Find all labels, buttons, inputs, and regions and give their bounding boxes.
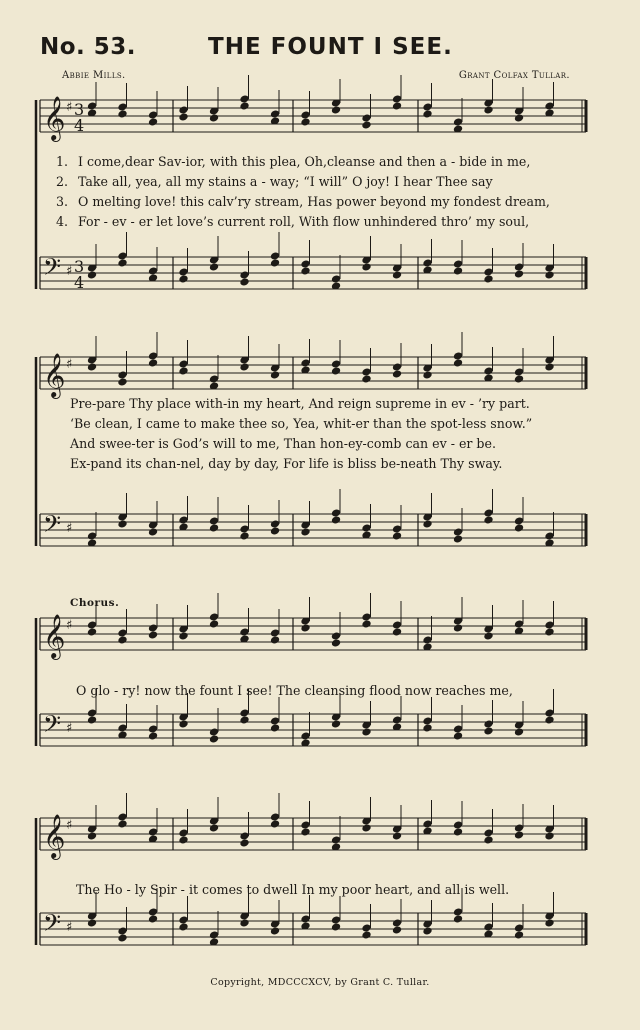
- note-head: [361, 374, 371, 383]
- verse-number: 3.: [56, 194, 69, 209]
- note-head: [178, 631, 188, 640]
- note-head: [87, 270, 97, 279]
- note-head: [270, 258, 280, 267]
- note-head: [544, 270, 554, 279]
- verses-part-1: [56, 152, 590, 232]
- verse-number: 2.: [56, 174, 69, 189]
- note-head: [178, 835, 188, 844]
- note-head: [422, 926, 432, 935]
- note-head: [270, 370, 280, 379]
- note-head: [392, 831, 402, 840]
- note-head: [239, 531, 249, 540]
- verse-text: For - ev - er let love’s current roll, With flow unhindered thro’ my soul,: [78, 214, 530, 229]
- treble-clef: 𝄞: [43, 614, 66, 658]
- note-head: [300, 527, 310, 536]
- note-head: [148, 630, 158, 639]
- verse-line: [56, 212, 590, 232]
- note-head: [544, 918, 554, 927]
- verse-text: Take all, yea, all my stains a - way; “I will” O joy! I hear Thee say: [78, 174, 493, 189]
- note-head: [422, 519, 432, 528]
- note-head: [453, 358, 463, 367]
- key-sharp: ♯: [66, 100, 73, 115]
- hymn-number: No. 53.: [40, 34, 137, 60]
- note-head: [209, 619, 219, 628]
- bass-clef: 𝄢: [43, 510, 62, 543]
- note-head: [514, 269, 524, 278]
- note-head: [392, 627, 402, 636]
- note-head: [483, 835, 493, 844]
- note-head: [453, 731, 463, 740]
- note-head: [361, 823, 371, 832]
- note-head: [514, 727, 524, 736]
- bass-clef: 𝄢: [43, 253, 62, 286]
- verse-line: Ex-pand its chan-nel, day by day, For life is bliss be-neath Thy sway.: [70, 456, 503, 471]
- note-head: [544, 831, 554, 840]
- bass-clef: 𝄢: [43, 710, 62, 743]
- time-sig-bottom: 4: [74, 273, 85, 292]
- note-head: [117, 635, 127, 644]
- lyricist-credit: Abbie Mills.: [62, 70, 126, 81]
- treble-clef: 𝄞: [43, 353, 66, 397]
- key-sharp: ♯: [66, 721, 73, 736]
- note-head: [300, 623, 310, 632]
- note-head: [514, 930, 524, 939]
- note-head: [361, 120, 371, 129]
- note-head: [361, 619, 371, 628]
- note-head: [300, 827, 310, 836]
- note-head: [422, 723, 432, 732]
- verse-line: ‘Be clean, I came to make thee so, Yea, whit-er than the spot-less snow.”: [70, 416, 533, 431]
- verse-line: Pre-pare Thy place with-in my heart, And reign supreme in ev - ’ry part.: [70, 396, 530, 411]
- key-sharp: ♯: [66, 521, 73, 536]
- note-head: [148, 731, 158, 740]
- note-head: [544, 627, 554, 636]
- note-head: [300, 117, 310, 126]
- verses-part-2: [70, 394, 590, 474]
- verse-number: 4.: [56, 214, 69, 229]
- note-head: [209, 734, 219, 743]
- note-head: [483, 515, 493, 524]
- note-head: [87, 918, 97, 927]
- note-head: [361, 727, 371, 736]
- note-head: [331, 515, 341, 524]
- verse-line: And swee-ter is God’s will to me, Than hon-ey-comb can ev - er be.: [70, 436, 496, 451]
- chorus-label: Chorus.: [70, 597, 120, 609]
- verse-text: I come,dear Sav-ior, with this plea, Oh,cleanse and then a - bide in me,: [78, 154, 531, 169]
- note-head: [331, 105, 341, 114]
- note-head: [483, 105, 493, 114]
- bass-clef: 𝄢: [43, 909, 62, 942]
- verse-number: 1.: [56, 154, 69, 169]
- note-head: [361, 930, 371, 939]
- key-sharp: ♯: [66, 920, 73, 935]
- verse-line: [56, 172, 590, 192]
- note-head: [87, 831, 97, 840]
- note-head: [148, 527, 158, 536]
- verse-line: [56, 152, 590, 172]
- note-head: [178, 274, 188, 283]
- key-sharp: ♯: [66, 357, 73, 372]
- note-head: [331, 638, 341, 647]
- time-sig-top: 3: [74, 257, 85, 276]
- hymn-title: THE FOUNT I SEE.: [208, 34, 453, 60]
- note-head: [239, 277, 249, 286]
- note-head: [117, 109, 127, 118]
- note-head: [117, 933, 127, 942]
- time-sig-top: 3: [74, 100, 85, 119]
- note-head: [514, 113, 524, 122]
- note-head: [483, 631, 493, 640]
- note-head: [270, 819, 280, 828]
- note-head: [87, 362, 97, 371]
- treble-clef: 𝄞: [43, 96, 66, 140]
- note-head: [453, 914, 463, 923]
- time-sig-bottom: 4: [74, 116, 85, 135]
- chorus-lyric-2: The Ho - ly Spir - it comes to dwell In my poor heart, and all is well.: [76, 882, 510, 897]
- note-head: [453, 534, 463, 543]
- note-head: [300, 266, 310, 275]
- note-head: [483, 274, 493, 283]
- note-head: [239, 838, 249, 847]
- copyright-notice: Copyright, MDCCCXCV, by Grant C. Tullar.: [210, 977, 430, 988]
- note-head: [117, 519, 127, 528]
- verse-text: O melting love! this calv’ry stream, Has power beyond my fondest dream,: [78, 194, 550, 209]
- note-head: [87, 715, 97, 724]
- note-head: [87, 627, 97, 636]
- note-head: [361, 262, 371, 271]
- key-sharp: ♯: [66, 818, 73, 833]
- note-head: [453, 266, 463, 275]
- note-head: [148, 358, 158, 367]
- note-head: [148, 914, 158, 923]
- note-head: [270, 526, 280, 535]
- note-head: [270, 635, 280, 644]
- note-head: [239, 101, 249, 110]
- note-head: [239, 362, 249, 371]
- note-head: [148, 117, 158, 126]
- note-head: [331, 922, 341, 931]
- note-head: [178, 112, 188, 121]
- note-head: [422, 370, 432, 379]
- note-head: [209, 113, 219, 122]
- note-head: [514, 374, 524, 383]
- note-head: [544, 362, 554, 371]
- chorus-lyric-1: O glo - ry! now the fount I see! The cleansing flood now reaches me,: [76, 683, 513, 698]
- note-head: [209, 523, 219, 532]
- treble-clef: 𝄞: [43, 814, 66, 858]
- note-head: [178, 719, 188, 728]
- note-head: [453, 623, 463, 632]
- note-head: [270, 926, 280, 935]
- note-head: [514, 523, 524, 532]
- note-head: [453, 827, 463, 836]
- composer-credit: Grant Colfax Tullar.: [458, 70, 570, 81]
- note-head: [392, 531, 402, 540]
- note-head: [270, 723, 280, 732]
- note-head: [331, 719, 341, 728]
- note-head: [544, 715, 554, 724]
- note-head: [209, 823, 219, 832]
- key-sharp: ♯: [66, 264, 73, 279]
- note-head: [514, 830, 524, 839]
- note-head: [392, 369, 402, 378]
- note-head: [239, 715, 249, 724]
- note-head: [117, 377, 127, 386]
- note-head: [209, 262, 219, 271]
- note-head: [483, 726, 493, 735]
- note-head: [239, 918, 249, 927]
- key-sharp: ♯: [66, 618, 73, 633]
- note-head: [117, 258, 127, 267]
- note-head: [422, 109, 432, 118]
- verse-line: [56, 192, 590, 212]
- note-head: [117, 819, 127, 828]
- note-head: [392, 270, 402, 279]
- note-head: [178, 922, 188, 931]
- note-head: [331, 366, 341, 375]
- note-head: [178, 366, 188, 375]
- note-head: [392, 101, 402, 110]
- note-head: [392, 925, 402, 934]
